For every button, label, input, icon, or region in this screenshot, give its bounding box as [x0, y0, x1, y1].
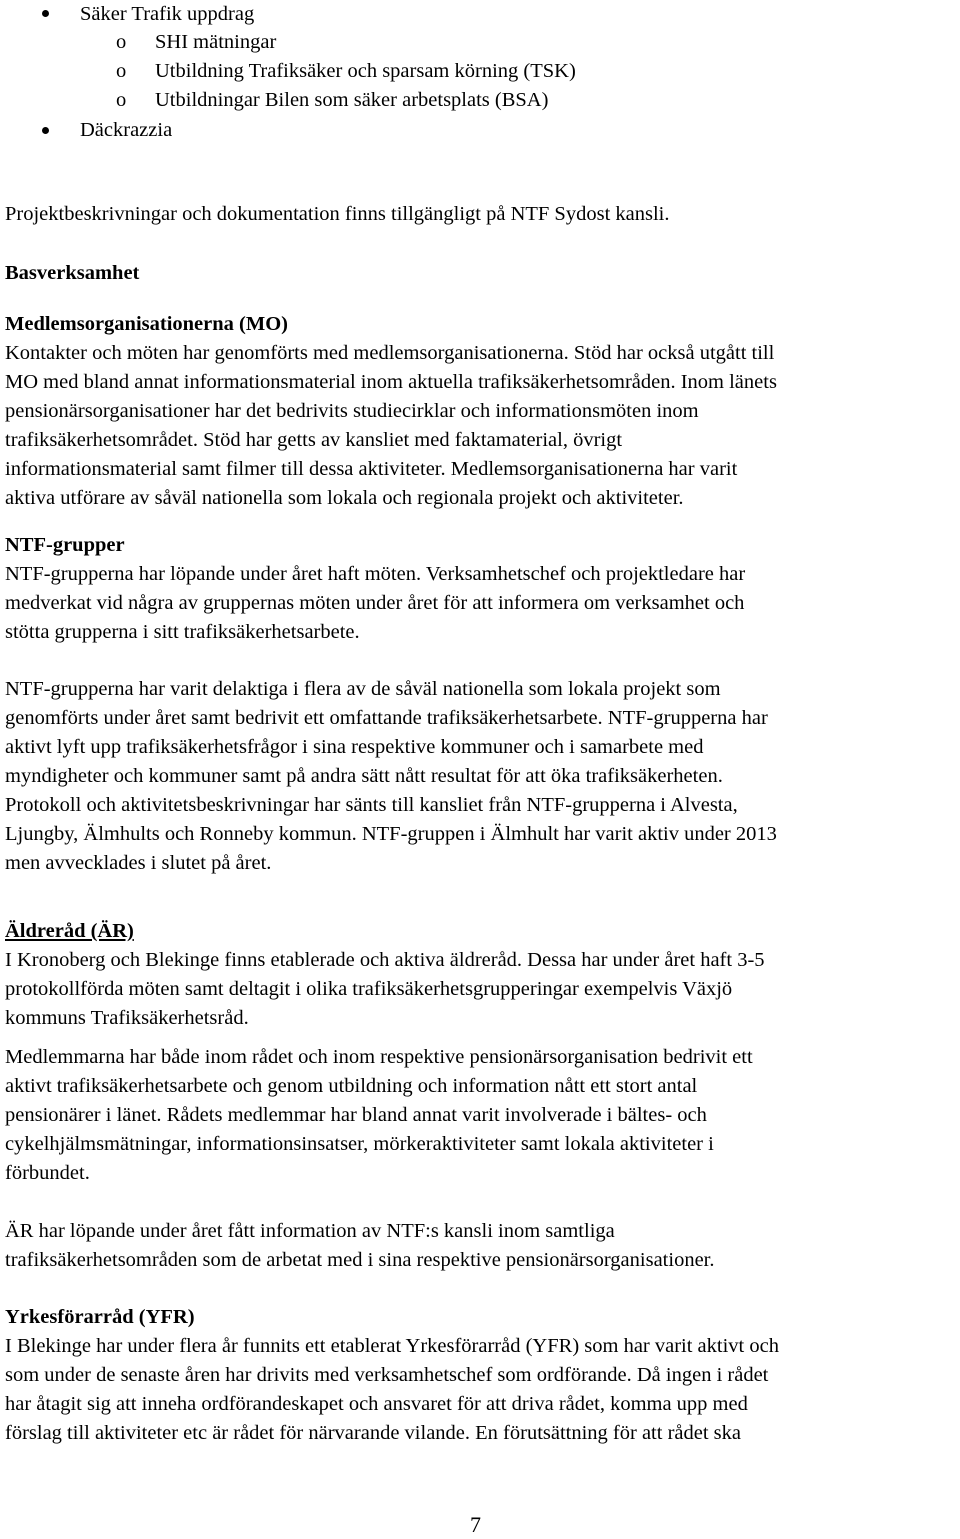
sub-bullet-item: Utbildningar Bilen som säker arbetsplats (BSA) [155, 89, 549, 111]
ntf-line: genomförts under året samt bedrivit ett omfattande trafiksäkerhetsarbete. NTF-grupperna har [5, 707, 768, 729]
ar-line: aktivt trafiksäkerhetsarbete och genom utbildning och information nått ett stort antal [5, 1075, 698, 1097]
sub-bullet-item: SHI mätningar [155, 31, 277, 53]
ntf-section [5, 531, 955, 647]
ar-line: ÄR har löpande under året fått information av NTF:s kansli inom samtliga [5, 1220, 615, 1242]
basverksamhet-heading: Basverksamhet [5, 262, 140, 284]
ntf-line: myndigheter och kommuner samt på andra sätt nått resultat för att öka trafiksäkerheten. [5, 765, 723, 787]
yfr-line: har åtagit sig att inneha ordförandeskapet och ansvaret för att driva rådet, komma upp med [5, 1393, 748, 1415]
mo-heading: Medlemsorganisationerna (MO) [5, 313, 288, 335]
yfr-section [5, 1303, 955, 1448]
ar-line: I Kronoberg och Blekinge finns etablerade och aktiva äldreråd. Dessa har under året haft 3-5 [5, 949, 765, 971]
ar-heading: Äldreråd (ÄR) [5, 920, 134, 942]
yfr-line: som under de senaste åren har drivits med verksamhetschef som ordförande. Då ingen i rådet [5, 1364, 769, 1386]
sub-bullet-marker: o [116, 31, 127, 53]
sub-bullet-marker: o [116, 60, 127, 82]
yfr-line: I Blekinge har under flera år funnits ett etablerat Yrkesförarråd (YFR) som har varit aktivt och [5, 1335, 779, 1357]
ar-line: trafiksäkerhetsområden som de arbetat med i sina respektive pensionärsorganisationer. [5, 1249, 715, 1271]
ar-section [5, 917, 955, 1033]
intro-text: Projektbeskrivningar och dokumentation finns tillgängligt på NTF Sydost kansli. [5, 203, 670, 225]
ntf-line: Protokoll och aktivitetsbeskrivningar har sänts till kansliet från NTF-grupperna i Alvesta, [5, 794, 738, 816]
yfr-line: förslag till aktiviteter etc är rådet för närvarande vilande. En förutsättning för att rådet ska [5, 1422, 741, 1444]
mo-line: trafiksäkerhetsområdet. Stöd har getts av kansliet med faktamaterial, övrigt [5, 429, 623, 451]
ntf-line: aktivt lyft upp trafiksäkerhetsfrågor i sina respektive kommuner och i samarbete med [5, 736, 704, 758]
ar-line: förbundet. [5, 1162, 90, 1184]
bullet-icon [42, 10, 49, 17]
mo-line: informationsmaterial samt filmer till dessa aktiviteter. Medlemsorganisationerna har varit [5, 458, 738, 480]
basverksamhet-section [5, 259, 955, 288]
ntf-line: men avvecklades i slutet på året. [5, 852, 272, 874]
sub-bullet-item: Utbildning Trafiksäker och sparsam körning (TSK) [155, 60, 576, 82]
bullet-item: Däckrazzia [80, 119, 173, 141]
ntf-line: medverkat vid några av gruppernas möten under året för att informera om verksamhet och [5, 592, 745, 614]
ntf-heading: NTF-grupper [5, 534, 125, 556]
ntf-line: NTF-grupperna har löpande under året haft möten. Verksamhetschef och projektledare har [5, 563, 746, 585]
ar-line: cykelhjälmsmätningar, informationsinsatser, mörkeraktiviteter samt lokala aktiviteter i [5, 1133, 714, 1155]
mo-section [5, 310, 955, 513]
bullet-icon [42, 127, 49, 134]
mo-line: aktiva utförare av såväl nationella som lokala och regionala projekt och aktiviteter. [5, 487, 684, 509]
intro-paragraph [5, 200, 955, 229]
ar-paragraph-3 [5, 1217, 955, 1275]
mo-line: Kontakter och möten har genomförts med medlemsorganisationerna. Stöd har också utgått till [5, 342, 775, 364]
ntf-paragraph-2 [5, 675, 955, 878]
ar-line: pensionärer i länet. Rådets medlemmar har bland annat varit involverade i bältes- och [5, 1104, 707, 1126]
mo-line: MO med bland annat informationsmaterial inom aktuella trafiksäkerhetsområden. Inom länets [5, 371, 777, 393]
sub-bullet-marker: o [116, 89, 127, 111]
ar-line: protokollförda möten samt deltagit i olika trafiksäkerhetsgrupperingar exempelvis Växjö [5, 978, 733, 1000]
page-number: 7 [470, 1512, 481, 1537]
ntf-line: NTF-grupperna har varit delaktiga i flera av de såväl nationella som lokala projekt som [5, 678, 721, 700]
yfr-heading: Yrkesförarråd (YFR) [5, 1306, 195, 1328]
ar-line: Medlemmarna har både inom rådet och inom respektive pensionärsorganisation bedrivit ett [5, 1046, 753, 1068]
bullet-item: Säker Trafik uppdrag [80, 3, 255, 25]
mo-line: pensionärsorganisationer har det bedrivits studiecirklar och informationsmöten inom [5, 400, 699, 422]
ntf-line: Ljungby, Älmhults och Ronneby kommun. NTF-gruppen i Älmhult har varit aktiv under 2013 [5, 823, 777, 845]
ar-paragraph-2 [5, 1043, 955, 1188]
ar-line: kommuns Trafiksäkerhetsråd. [5, 1007, 249, 1029]
ntf-line: stötta grupperna i sitt trafiksäkerhetsarbete. [5, 621, 360, 643]
